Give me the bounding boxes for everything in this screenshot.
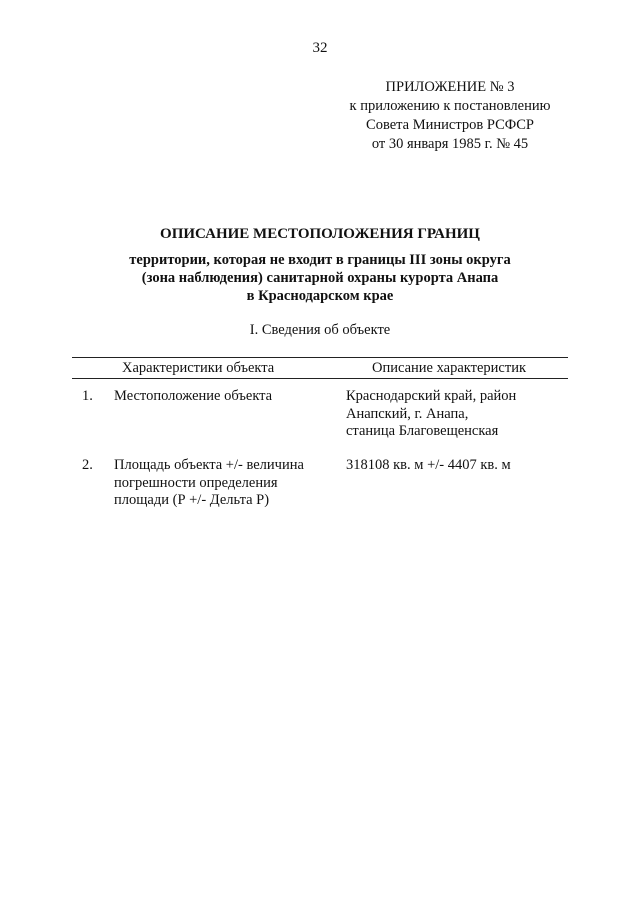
subtitle-line: в Краснодарском крае — [246, 288, 394, 304]
row-number: 1. — [82, 388, 93, 404]
document-title: ОПИСАНИЕ МЕСТОПОЛОЖЕНИЯ ГРАНИЦ — [160, 226, 480, 242]
appendix-line: к приложению к постановлению — [349, 98, 551, 114]
appendix-header — [330, 78, 570, 154]
appendix-line: ПРИЛОЖЕНИЕ № 3 — [385, 79, 515, 95]
characteristic-line: площади (Р +/- Дельта Р) — [114, 492, 270, 508]
header-characteristics: Характеристики объекта — [122, 360, 275, 376]
object-info-table — [72, 357, 568, 508]
appendix-line: Совета Министров РСФСР — [366, 117, 534, 133]
description-line: 318108 кв. м +/- 4407 кв. м — [346, 457, 511, 473]
row-characteristic — [114, 388, 324, 406]
section-heading: I. Сведения об объекте — [249, 322, 391, 338]
row-description — [346, 388, 566, 441]
subtitle-line: (зона наблюдения) санитарной охраны курорта Анапа — [141, 270, 499, 286]
header-description: Описание характеристик — [372, 360, 527, 376]
description-line: Анапский, г. Анапа, — [346, 405, 469, 422]
description-line: Краснодарский край, район — [346, 388, 517, 404]
table-header — [72, 357, 568, 379]
row-characteristic — [114, 457, 324, 510]
document-subtitle — [0, 251, 640, 305]
characteristic-line: погрешности определения — [114, 474, 278, 491]
characteristic-line: Площадь объекта +/- величина — [114, 457, 304, 473]
characteristic-line: Местоположение объекта — [114, 388, 273, 404]
row-number: 2. — [82, 457, 93, 473]
row-description — [346, 457, 566, 475]
page-number: 32 — [312, 40, 328, 56]
subtitle-line: территории, которая не входит в границы III зоны округа — [129, 252, 511, 268]
description-line: станица Благовещенская — [346, 423, 499, 439]
appendix-line: от 30 января 1985 г. № 45 — [371, 136, 529, 152]
